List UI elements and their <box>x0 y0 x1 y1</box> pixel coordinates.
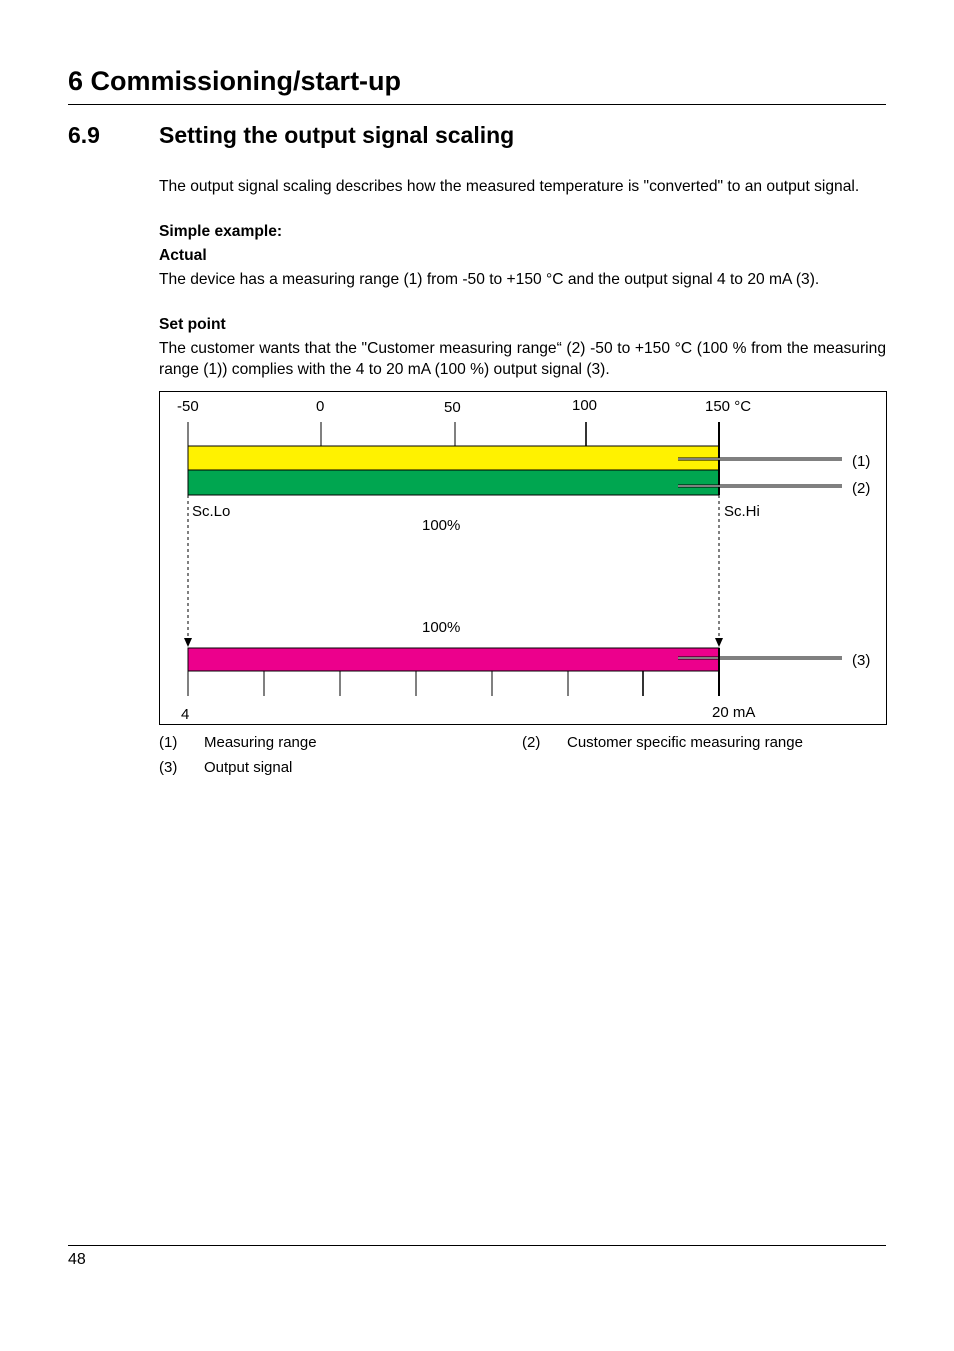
sc-lo-label: Sc.Lo <box>192 503 231 520</box>
percent-upper-label: 100% <box>422 517 461 534</box>
chapter-title: 6 Commissioning/start-up <box>68 66 402 96</box>
sc-hi-arrow-icon <box>715 638 723 647</box>
ma-low-label: 4 <box>181 706 190 723</box>
temp-tick-label-0: 0 <box>316 398 325 415</box>
ma-high-label: 20 mA <box>712 704 756 721</box>
temp-tick-label-50: 50 <box>444 399 461 416</box>
temp-tick-label-minus50: -50 <box>177 398 199 415</box>
actual-paragraph: The device has a measuring range (1) from -50 to +150 °C and the output signal 4 to 20 mA (3). <box>159 271 820 288</box>
callout-3: (3) <box>852 652 871 669</box>
footer-rule <box>68 1245 886 1246</box>
chapter-rule <box>68 104 886 105</box>
legend-label: Output signal <box>204 759 293 776</box>
legend-label: Measuring range <box>204 734 317 751</box>
output-signal-bar <box>188 648 719 671</box>
intro-paragraph: The output signal scaling describes how the measured temperature is "converted" to an output signal. <box>159 178 860 195</box>
scaling-diagram-svg <box>160 392 886 724</box>
callout-2: (2) <box>852 480 871 497</box>
legend-index: (2) <box>522 734 541 751</box>
callout-1: (1) <box>852 453 871 470</box>
scaling-diagram <box>159 391 887 725</box>
sc-hi-label: Sc.Hi <box>724 503 760 520</box>
customer-range-bar <box>188 470 719 495</box>
sc-lo-arrow-icon <box>184 638 192 647</box>
set-point-label: Set point <box>159 316 226 333</box>
temp-tick-label-150: 150 °C <box>705 398 752 415</box>
simple-example-label: Simple example: <box>159 223 283 240</box>
measuring-range-bar <box>188 446 719 470</box>
legend-index: (1) <box>159 734 178 751</box>
percent-lower-label: 100% <box>422 619 461 636</box>
set-point-paragraph: The customer wants that the "Customer measuring range“ (2) -50 to +150 °C (100 % from the measuring range (1)) complies with the 4 to 20 mA (100 %) output signal (3). <box>159 340 886 378</box>
legend-label: Customer specific measuring range <box>567 734 803 751</box>
section-number: 6.9 <box>68 122 100 148</box>
legend-index: (3) <box>159 759 178 776</box>
temp-tick-label-100: 100 <box>572 397 598 414</box>
section-title: Setting the output signal scaling <box>159 122 515 148</box>
page-number: 48 <box>68 1251 86 1268</box>
actual-label: Actual <box>159 247 207 264</box>
